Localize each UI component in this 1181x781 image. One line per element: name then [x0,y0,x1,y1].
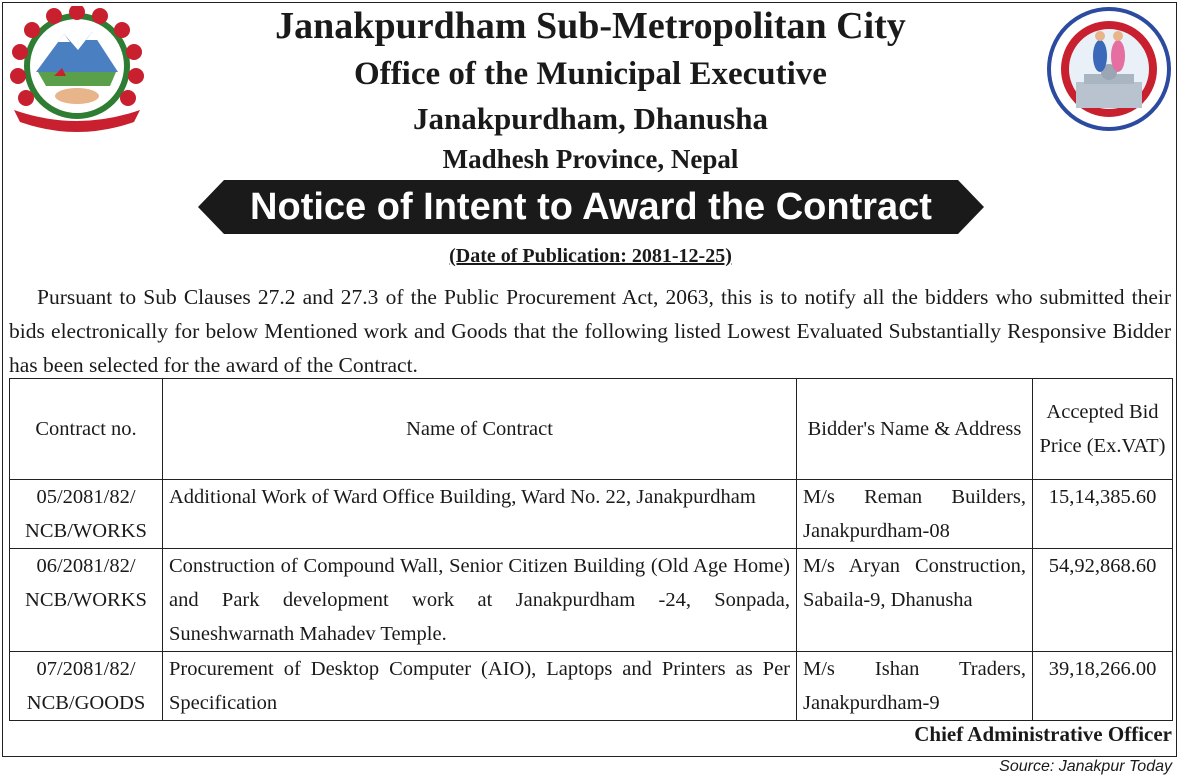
contract-name-cell: Procurement of Desktop Computer (AIO), Laptops and Printers as Per Specification [163,652,797,721]
bidder-cell: M/s Reman Builders, Janakpurdham-08 [797,480,1033,549]
contract-no-cell: 05/2081/82/ NCB/WORKS [10,480,163,549]
price-cell: 54,92,868.60 [1033,549,1173,652]
publication-date: (Date of Publication: 2081-12-25) [449,245,732,267]
contract-name-cell: Construction of Compound Wall, Senior Citizen Building (Old Age Home) and Park development work at Janakpurdham -24, Sonpada, Suneshwarnath Mahadev Temple. [163,549,797,652]
table-row [10,652,1173,721]
contract-no-cell: 07/2081/82/ NCB/GOODS [10,652,163,721]
bidder-cell: M/s Ishan Traders, Janakpurdham-9 [797,652,1033,721]
city-name-heading: Janakpurdham Sub-Metropolitan City [275,5,906,47]
location-heading: Janakpurdham, Dhanusha [413,101,768,136]
awards-table [9,378,1173,721]
header-bidder: Bidder's Name & Address [797,379,1033,480]
source-credit: Source: Janakpur Today [999,758,1172,775]
price-cell: 15,14,385.60 [1033,480,1173,549]
contract-no-cell: 06/2081/82/ NCB/WORKS [10,549,163,652]
province-heading: Madhesh Province, Nepal [442,144,739,174]
header-contract-no: Contract no. [10,379,163,480]
table-row [10,549,1173,652]
price-cell: 39,18,266.00 [1033,652,1173,721]
notice-title: Notice of Intent to Award the Contract [250,186,932,228]
signatory: Chief Administrative Officer [914,722,1172,746]
header-contract-name: Name of Contract [163,379,797,480]
notice-title-banner [198,180,984,234]
office-heading: Office of the Municipal Executive [354,56,827,92]
table-header-row [10,379,1173,480]
contract-name-cell: Additional Work of Ward Office Building, Ward No. 22, Janakpurdham [163,480,797,549]
table-row [10,480,1173,549]
bidder-cell: M/s Aryan Construction, Sabaila-9, Dhanusha [797,549,1033,652]
notice-body: Pursuant to Sub Clauses 27.2 and 27.3 of the Public Procurement Act, 2063, this is to notify all the bidders who submitted their bids electronically for below Mentioned work and Goods that the following listed Lowest Evaluated Substantially Responsive Bidder has been selected for the award of the Contract. [9,285,1171,377]
header-price: Accepted Bid Price (Ex.VAT) [1033,379,1173,480]
